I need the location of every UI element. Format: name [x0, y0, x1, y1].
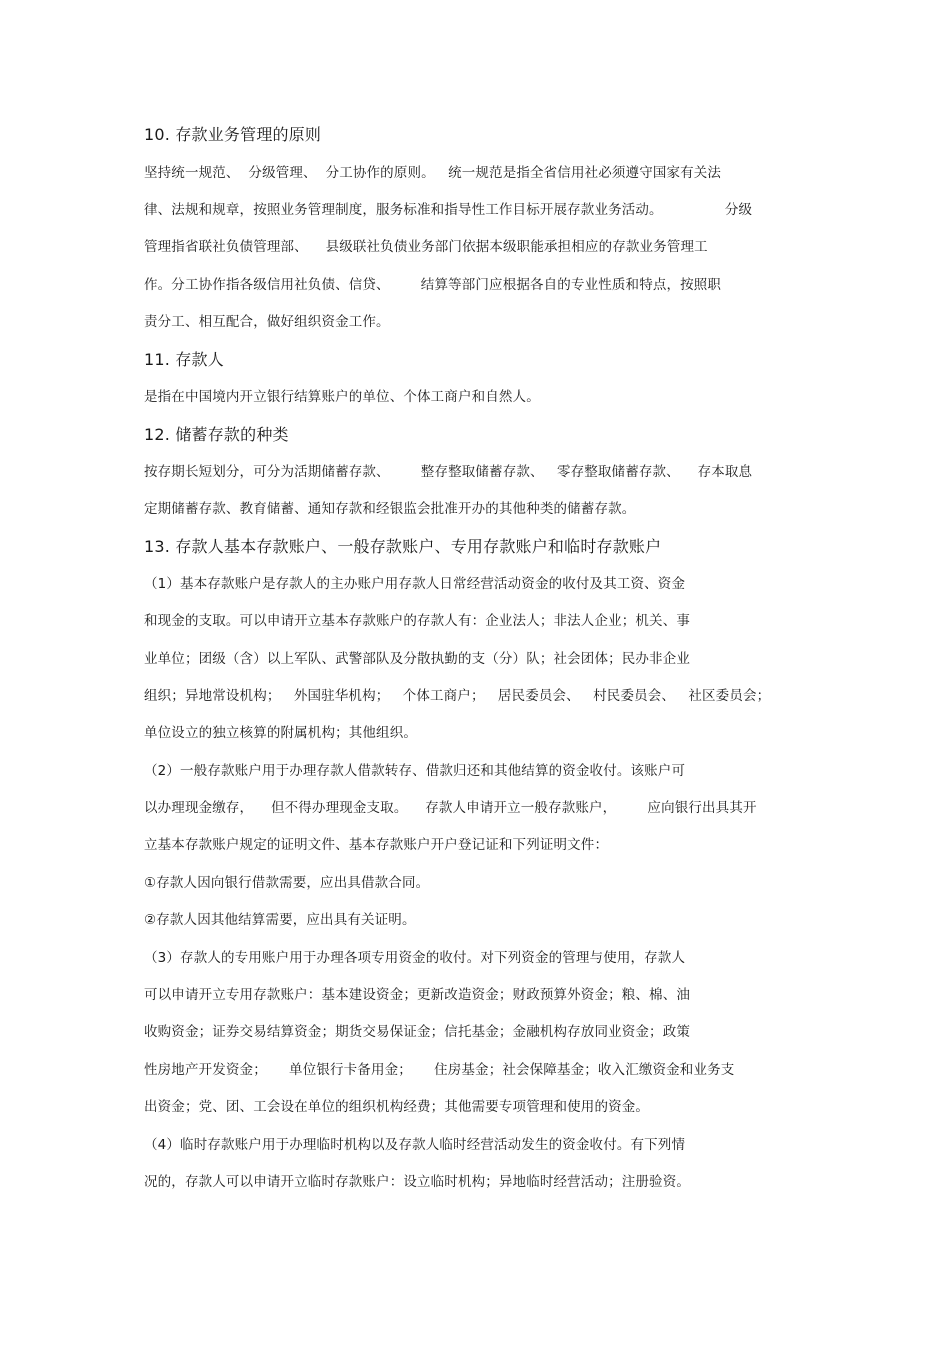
paragraph-line: 况的，存款人可以申请开立临时存款账户：设立临时机构；异地临时经营活动；注册验资。 — [144, 1174, 690, 1190]
paragraph-line: 立基本存款账户规定的证明文件、基本存款账户开户登记证和下列证明文件： — [144, 837, 609, 853]
paragraph-line: 按存期长短划分，可分为活期储蓄存款、 整存整取储蓄存款、 零存整取储蓄存款、 存本取息 — [144, 464, 753, 480]
paragraph-line: 组织；异地常设机构； 外国驻华机构； 个体工商户； 居民委员会、 村民委员会、 社区委员会； — [144, 688, 771, 704]
paragraph-line: （3）存款人的专用账户用于办理各项专用资金的收付。对下列资金的管理与使用，存款人 — [144, 950, 686, 966]
paragraph-line: 单位设立的独立核算的附属机构；其他组织。 — [144, 725, 417, 741]
paragraph-line: 坚持统一规范、 分级管理、 分工协作的原则。 统一规范是指全省信用社必须遵守国家有关法 — [144, 165, 722, 181]
paragraph-line: 定期储蓄存款、教育储蓄、通知存款和经银监会批准开办的其他种类的储蓄存款。 — [144, 501, 636, 517]
paragraph-line: （1）基本存款账户是存款人的主办账户用存款人日常经营活动资金的收付及其工资、资金 — [144, 576, 686, 592]
heading-section-12: 12. 储蓄存款的种类 — [144, 425, 289, 444]
paragraph-line: 性房地产开发资金； 单位银行卡备用金； 住房基金；社会保障基金；收入汇缴资金和业务支 — [144, 1062, 735, 1078]
paragraph-line: 收购资金；证券交易结算资金；期货交易保证金；信托基金；金融机构存放同业资金；政策 — [144, 1024, 690, 1040]
paragraph-line: ②存款人因其他结算需要，应出具有关证明。 — [144, 912, 416, 928]
paragraph-line: 业单位；团级（含）以上军队、武警部队及分散执勤的支（分）队；社会团体；民办非企业 — [144, 651, 690, 667]
paragraph-line: 出资金；党、团、工会设在单位的组织机构经费；其他需要专项管理和使用的资金。 — [144, 1099, 650, 1115]
paragraph-line: 责分工、相互配合，做好组织资金工作。 — [144, 314, 390, 330]
paragraph-line: 是指在中国境内开立银行结算账户的单位、个体工商户和自然人。 — [144, 389, 540, 405]
paragraph-line: 和现金的支取。可以申请开立基本存款账户的存款人有：企业法人；非法人企业；机关、事 — [144, 613, 690, 629]
paragraph-line: ①存款人因向银行借款需要，应出具借款合同。 — [144, 875, 430, 891]
paragraph-line: 可以申请开立专用存款账户：基本建设资金；更新改造资金；财政预算外资金；粮、棉、油 — [144, 987, 690, 1003]
heading-section-13: 13. 存款人基本存款账户、一般存款账户、专用存款账户和临时存款账户 — [144, 537, 662, 556]
paragraph-line: 律、法规和规章，按照业务管理制度，服务标准和指导性工作目标开展存款业务活动。 分级 — [144, 202, 753, 218]
paragraph-line: 作。分工协作指各级信用社负债、信贷、 结算等部门应根据各自的专业性质和特点，按照职 — [144, 277, 722, 293]
paragraph-line: （4）临时存款账户用于办理临时机构以及存款人临时经营活动发生的资金收付。有下列情 — [144, 1137, 686, 1153]
paragraph-line: （2）一般存款账户用于办理存款人借款转存、借款归还和其他结算的资金收付。该账户可 — [144, 763, 686, 779]
paragraph-line: 管理指省联社负债管理部、 县级联社负债业务部门依据本级职能承担相应的存款业务管理工 — [144, 239, 708, 255]
paragraph-line: 以办理现金缴存， 但不得办理现金支取。 存款人申请开立一般存款账户， 应向银行出具其开 — [144, 800, 757, 816]
heading-section-10: 10. 存款业务管理的原则 — [144, 125, 322, 144]
heading-section-11: 11. 存款人 — [144, 350, 224, 369]
